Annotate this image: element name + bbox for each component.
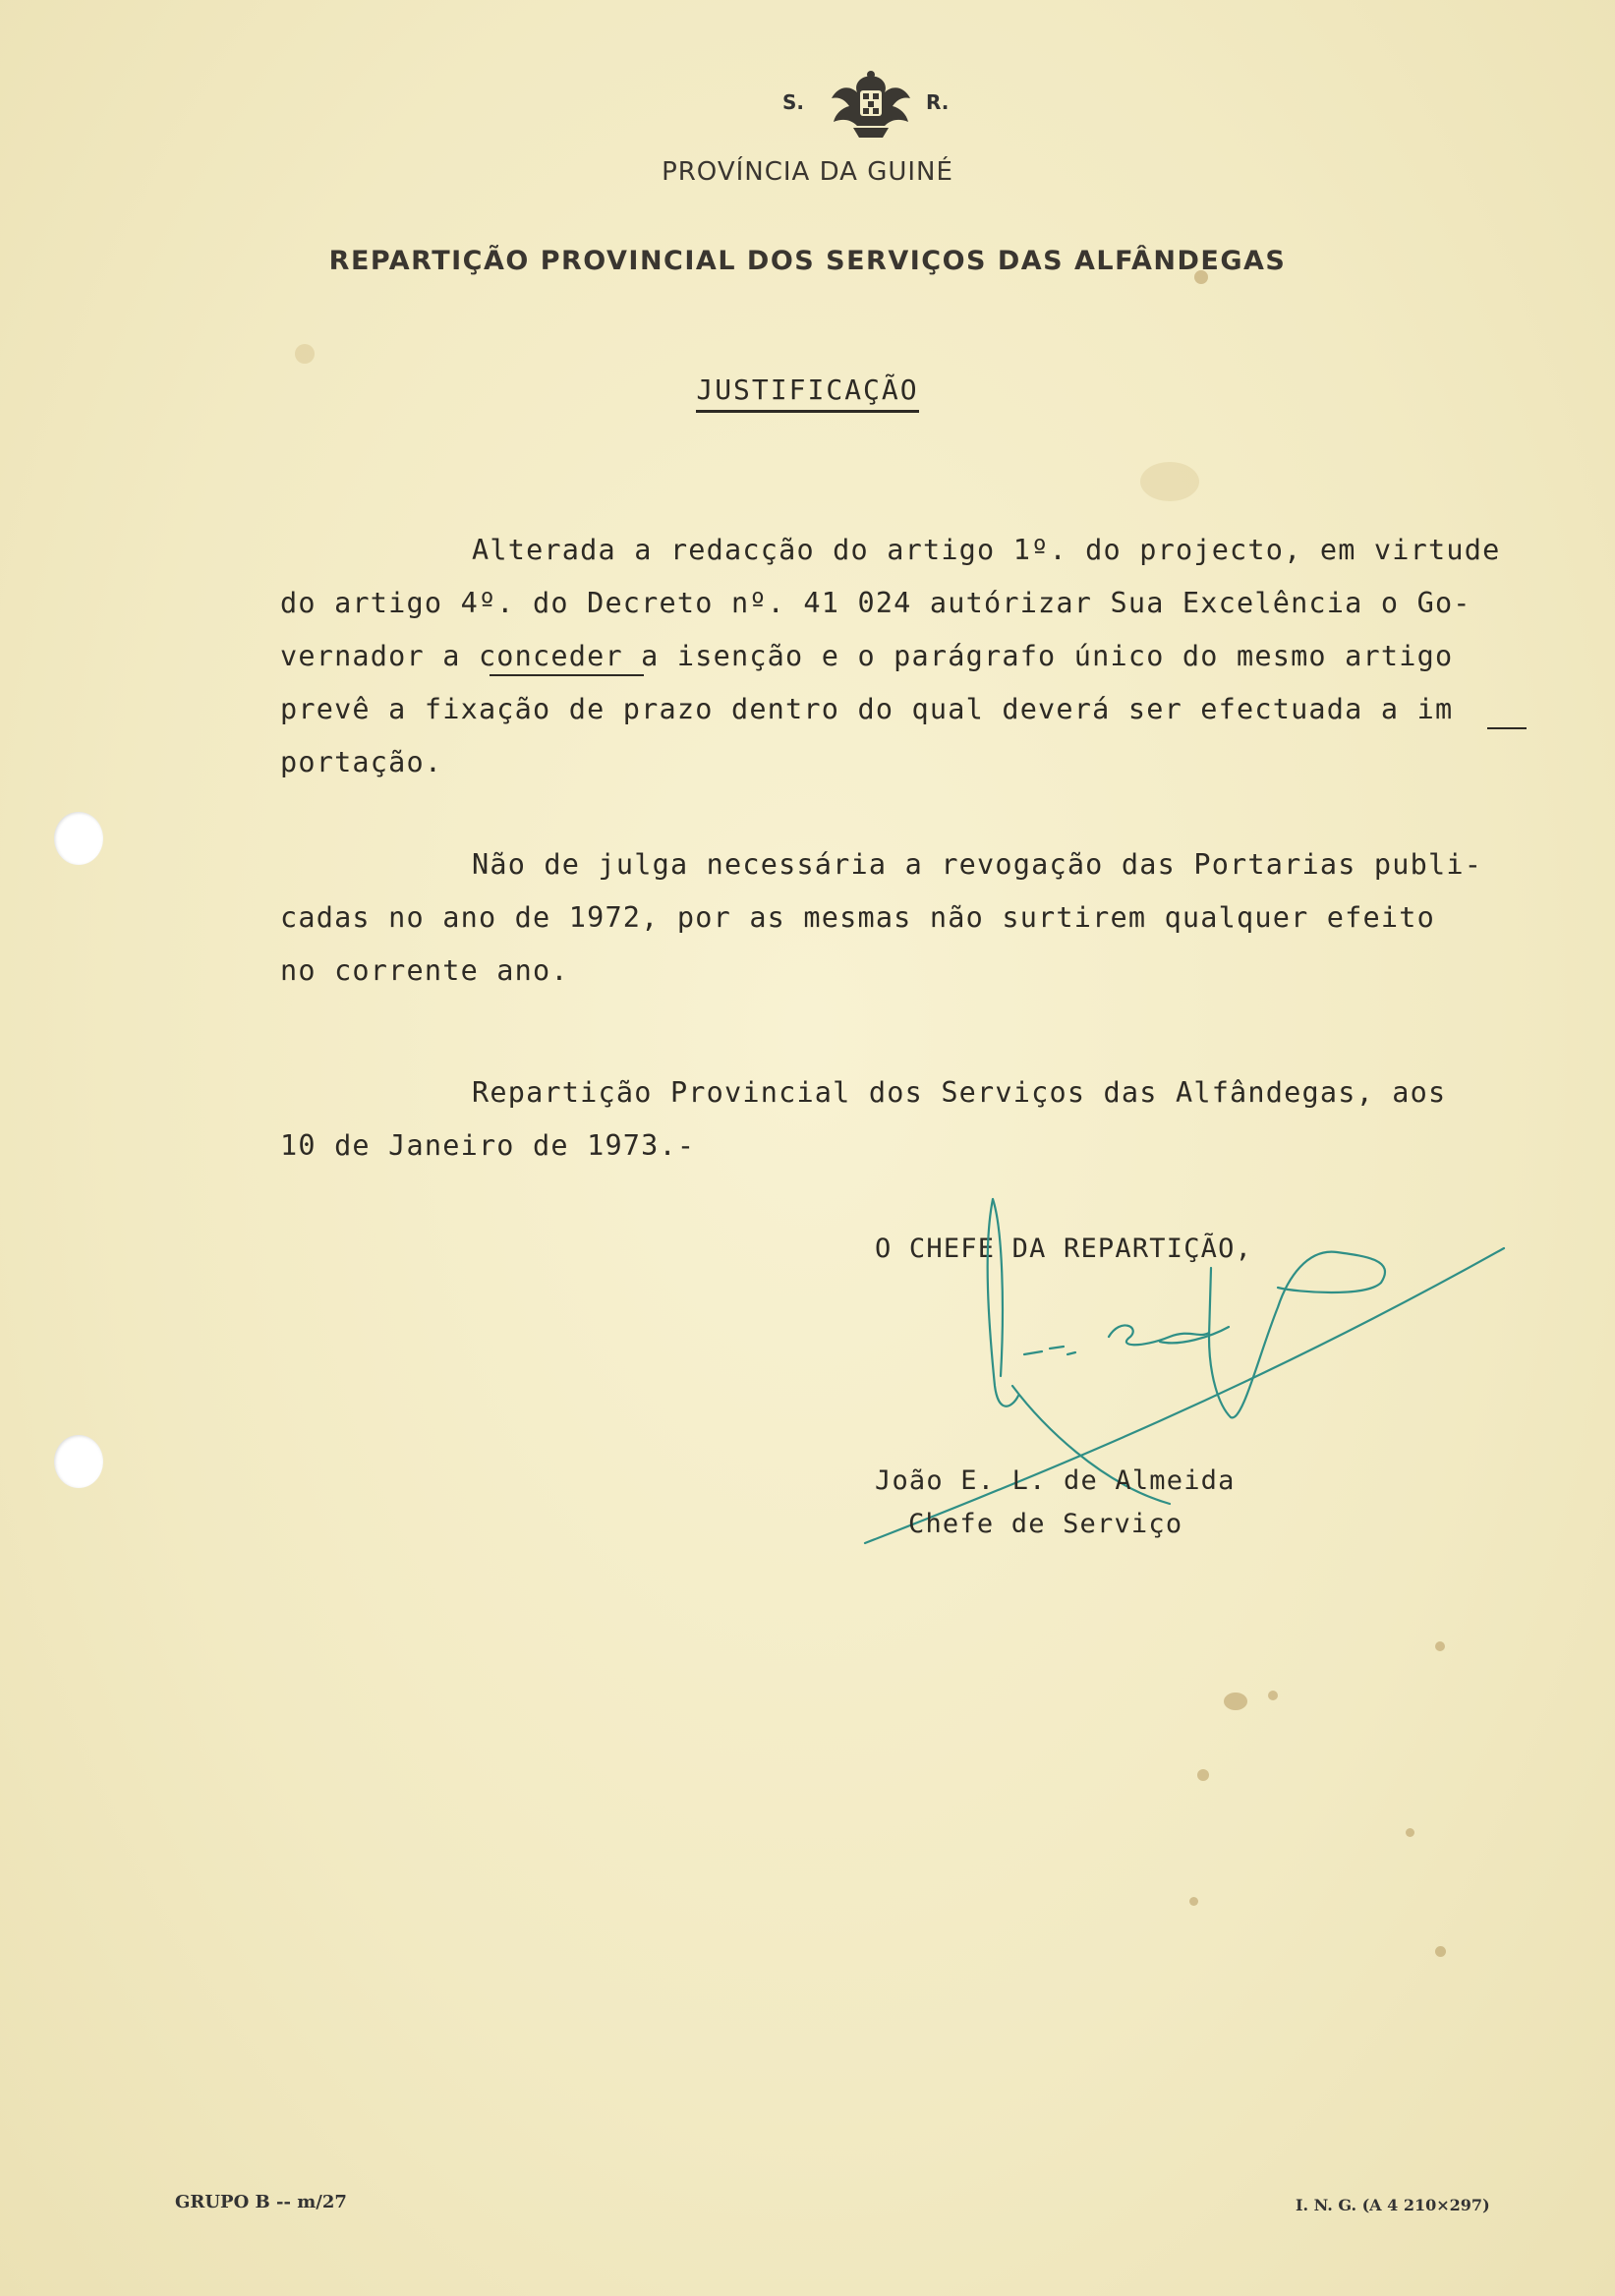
paper-stain — [1435, 1641, 1445, 1651]
footer-left: GRUPO B -- m/27 — [175, 2192, 347, 2212]
paper-stain — [1406, 1828, 1414, 1837]
paper-stain — [1224, 1693, 1247, 1710]
paragraph-1-line-1: Alterada a redacção do artigo 1º. do projecto, em virtude — [472, 534, 1501, 566]
paper-stain — [1189, 1897, 1198, 1906]
paper-stain — [1140, 462, 1199, 501]
closing-line-1: Repartição Provincial dos Serviços das Alfândegas, aos — [472, 1076, 1447, 1109]
closing-line-2: 10 de Janeiro de 1973.- — [280, 1129, 696, 1162]
department-heading: REPARTIÇÃO PROVINCIAL DOS SERVIÇOS DAS ALFÂNDEGAS — [328, 246, 1287, 276]
signatory-role: Chefe de Serviço — [908, 1509, 1183, 1539]
coat-of-arms-icon — [824, 69, 918, 142]
underline-im — [1487, 727, 1527, 729]
paragraph-1-line-3: vernador a conceder a isenção e o parágrafo único do mesmo artigo — [280, 640, 1454, 672]
paper-stain — [1268, 1691, 1278, 1700]
punch-hole-top — [54, 812, 103, 865]
crest-header — [777, 69, 973, 147]
punch-hole-bottom — [54, 1435, 103, 1488]
underline-conceder — [490, 674, 644, 676]
crest-letter-r: R. — [926, 90, 950, 114]
signatory-name: João E. L. de Almeida — [875, 1465, 1236, 1496]
paragraph-2-line-1: Não de julga necessária a revogação das Portarias publi- — [472, 848, 1483, 881]
crest-letter-s: S. — [782, 90, 805, 114]
paragraph-2-line-3: no corrente ano. — [280, 954, 569, 987]
document-title-text: JUSTIFICAÇÃO — [696, 373, 918, 413]
paragraph-1-line-2: do artigo 4º. do Decreto nº. 41 024 autórizar Sua Excelência o Go- — [280, 587, 1471, 619]
paper-stain — [295, 344, 315, 364]
document-title — [0, 373, 1615, 406]
footer-right: I. N. G. (A 4 210×297) — [1296, 2196, 1490, 2214]
paragraph-1-line-4: prevê a fixação de prazo dentro do qual deverá ser efectuada a im — [280, 693, 1454, 725]
paragraph-2-line-2: cadas no ano de 1972, por as mesmas não surtirem qualquer efeito — [280, 901, 1435, 934]
province-heading: PROVÍNCIA DA GUINÉ — [662, 157, 953, 187]
paragraph-1-line-5: portação. — [280, 746, 443, 778]
signature-title: O CHEFE DA REPARTIÇÃO, — [875, 1234, 1253, 1264]
paper-stain — [1435, 1946, 1446, 1957]
paper-stain — [1197, 1769, 1209, 1781]
